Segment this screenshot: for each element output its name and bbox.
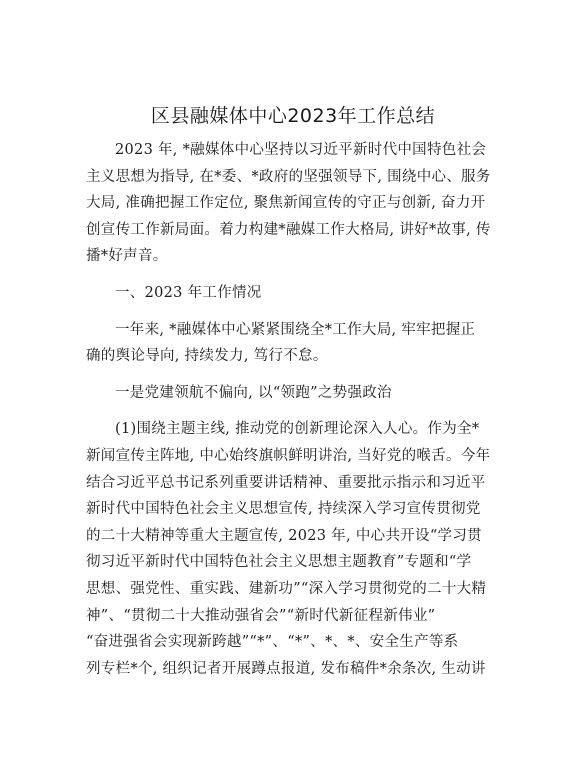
text-line: 一年来, *融媒体中心紧紧围绕全*工作大局, 牢牢把握正 [115, 321, 476, 338]
section-intro-paragraph [86, 317, 500, 370]
text-line: 确的舆论导向, 持续发力, 笃行不怠。 [86, 348, 328, 365]
text-line: 结合习近平总书记系列重要讲话精神、重要批示指示和习近平 [86, 474, 486, 491]
body-paragraph [86, 416, 500, 682]
text-line: 列专栏*个, 组织记者开展蹲点报道, 发布稿件*余条次, 生动讲 [86, 660, 486, 677]
section-heading [86, 280, 500, 307]
text-line: 主义思想为指导, 在*委、*政府的坚强领导下, 围绕中心、服务 [86, 168, 491, 185]
text-line: 创宣传工作新局面。着力构建*融媒工作大格局, 讲好*故事, 传 [86, 221, 491, 238]
text-line: 神”、“贯彻二十大推动强省会”“新时代新征程新伟业” [86, 607, 436, 624]
document-body [86, 137, 500, 682]
text-line: 的二十大精神等重大主题宣传, 2023 年, 中心共开设“学习贯 [86, 527, 482, 544]
text-line: 彻习近平新时代中国特色社会主义思想主题教育”专题和“学 [86, 554, 472, 571]
subsection-heading [86, 380, 500, 407]
text-line: (1)围绕主题主线, 推动党的创新理论深入人心。作为全* [115, 421, 480, 438]
intro-paragraph [86, 137, 500, 270]
text-line: 大局, 准确把握工作定位, 聚焦新闻宣传的守正与创新, 奋力开 [86, 195, 486, 212]
text-line: “奋进强省会实现新跨越”“*”、“*”、*、*、安全生产等系 [86, 634, 459, 651]
text-line: 新时代中国特色社会主义思想宣传, 持续深入学习宣传贯彻党 [86, 501, 481, 518]
text-line: 一、2023 年工作情况 [115, 284, 262, 301]
text-line: 思想、强党性、重实践、建新功”“深入学习贯彻党的二十大精 [86, 580, 487, 597]
text-line: 新闻宣传主阵地, 中心始终旗帜鲜明讲治, 当好党的喉舌。今年 [86, 447, 491, 464]
document-title: 区县融媒体中心2023年工作总结 [150, 105, 436, 127]
text-line: 播*好声音。 [86, 248, 168, 265]
text-line: 一是党建领航不偏向, 以“领跑”之势强政治 [115, 384, 392, 401]
text-line: 2023 年, *融媒体中心坚持以习近平新时代中国特色社会 [115, 142, 487, 158]
